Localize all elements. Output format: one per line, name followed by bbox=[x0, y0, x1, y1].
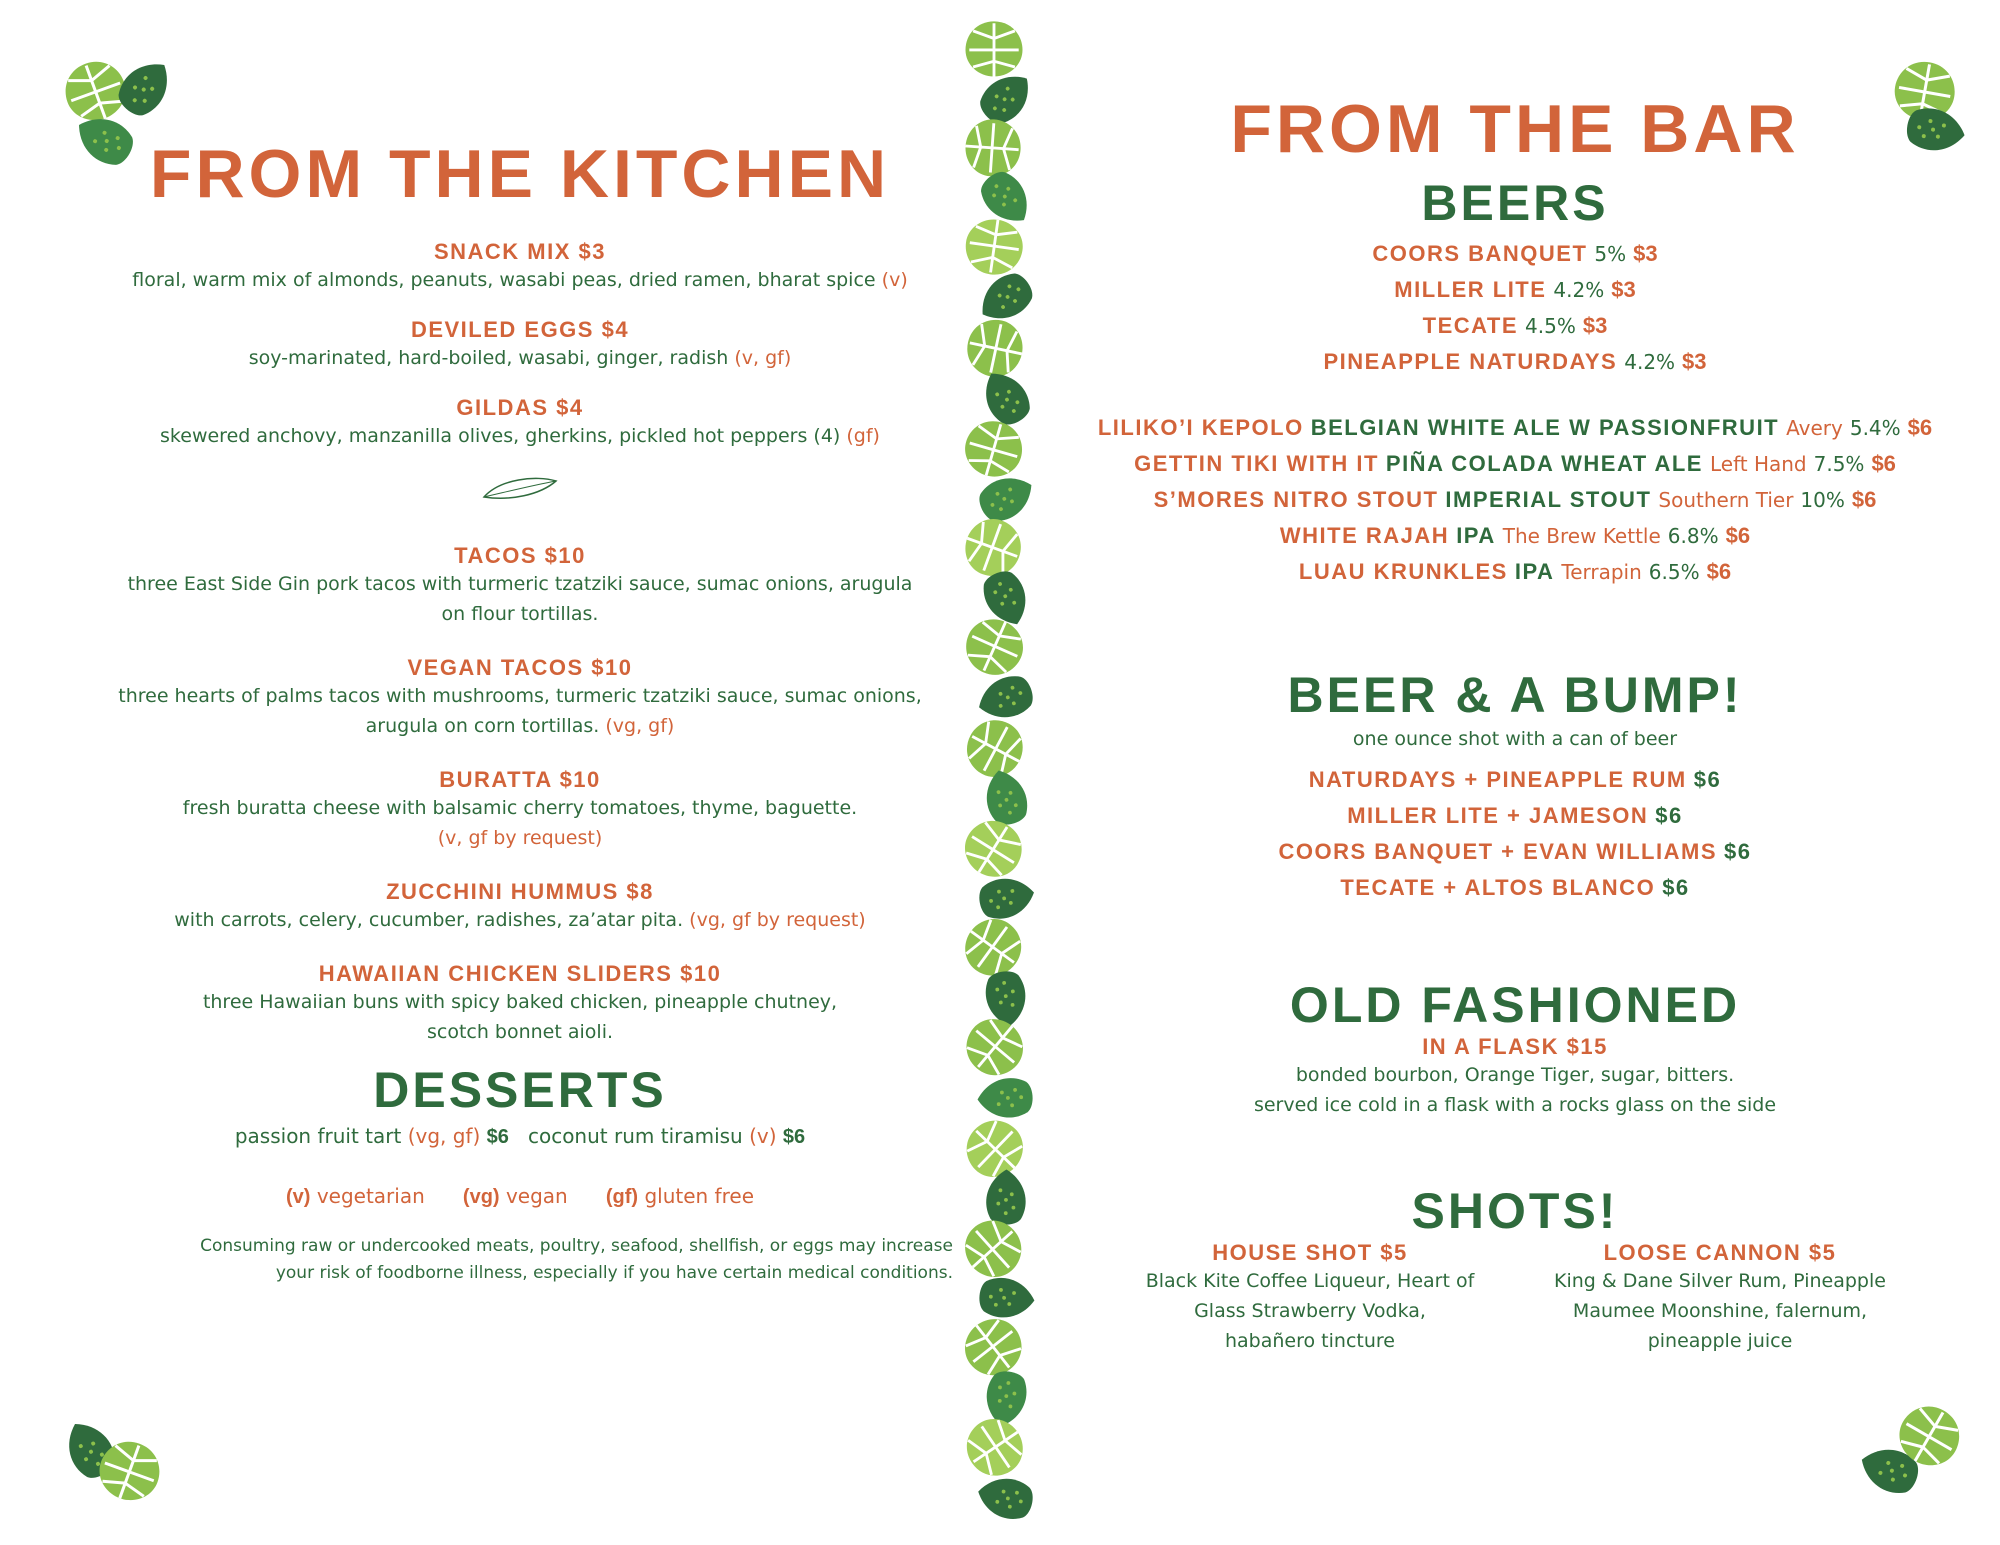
bar-title: FROM THE BAR bbox=[1230, 91, 1800, 167]
beer-price: $3 bbox=[1682, 349, 1707, 374]
list-item bbox=[1060, 272, 1970, 308]
vine-leaf-icon bbox=[960, 415, 1029, 484]
beer-style: IPA bbox=[1456, 523, 1496, 548]
desserts-line bbox=[95, 1121, 945, 1152]
item-desc: fresh buratta cheese with balsamic cherry tomatoes, thyme, baguette. bbox=[182, 797, 858, 819]
legend-label: vegan bbox=[505, 1184, 568, 1208]
list-item bbox=[95, 317, 945, 373]
desserts-title: DESSERTS bbox=[373, 1062, 667, 1118]
dessert-name: coconut rum tiramisu bbox=[527, 1124, 743, 1148]
beer-abv: 5.4% bbox=[1849, 416, 1901, 440]
list-item bbox=[1060, 798, 1970, 834]
shot-desc: habañero tincture bbox=[1225, 1330, 1395, 1352]
beer-name: WHITE RAJAH bbox=[1279, 523, 1450, 548]
list-item bbox=[1540, 1240, 1900, 1356]
list-item bbox=[1060, 236, 1970, 272]
shot-name: LOOSE CANNON $5 bbox=[1603, 1240, 1837, 1265]
beer-abv: 7.5% bbox=[1813, 452, 1865, 476]
beer-price: $6 bbox=[1871, 451, 1896, 476]
list-item bbox=[95, 961, 945, 1047]
shot-desc: Black Kite Coffee Liqueur, Heart of bbox=[1145, 1270, 1475, 1292]
brewery: Left Hand bbox=[1709, 452, 1807, 476]
old-fashioned-desc: served ice cold in a flask with a rocks glass on the side bbox=[1253, 1094, 1777, 1116]
vine-leaf-icon bbox=[960, 1209, 1033, 1288]
kitchen-title: FROM THE KITCHEN bbox=[149, 136, 891, 212]
old-fashioned-item: IN A FLASK $15 bbox=[1422, 1034, 1608, 1059]
leaf-vine-divider bbox=[960, 20, 1040, 1520]
vine-leaf-icon bbox=[960, 1008, 1034, 1087]
beer-price: $6 bbox=[1706, 559, 1732, 584]
beer-abv: 4.2% bbox=[1624, 350, 1676, 374]
beer-name: LILIKO’I KEPOLO bbox=[1097, 415, 1304, 440]
beer-price: $3 bbox=[1582, 313, 1608, 338]
combo-price: $6 bbox=[1655, 803, 1683, 828]
item-name: GILDAS $4 bbox=[456, 395, 584, 420]
list-item bbox=[1060, 308, 1970, 344]
beer-name: MILLER LITE bbox=[1394, 277, 1547, 302]
beer-style: BELGIAN WHITE ALE W PASSIONFRUIT bbox=[1310, 415, 1780, 440]
domestic-beer-list bbox=[1060, 236, 1970, 380]
vine-leaf-icon bbox=[973, 671, 1038, 726]
list-item bbox=[1060, 834, 1970, 870]
item-name: ZUCCHINI HUMMUS $8 bbox=[386, 879, 654, 904]
list-item bbox=[1060, 518, 1970, 554]
item-name: SNACK MIX $3 bbox=[433, 239, 607, 264]
diet-tag: (vg, gf) bbox=[605, 715, 675, 737]
list-item bbox=[1060, 344, 1970, 380]
beer-bump-title: BEER & A BUMP! bbox=[1287, 667, 1743, 723]
beer-style: IMPERIAL STOUT bbox=[1445, 487, 1652, 512]
list-item bbox=[95, 395, 945, 451]
leaf-icon bbox=[480, 473, 560, 503]
list-item bbox=[1060, 554, 1970, 590]
item-desc: floral, warm mix of almonds, peanuts, wasabi peas, dried ramen, bharat spice bbox=[132, 269, 876, 291]
legend-key: (gf) bbox=[605, 1186, 639, 1208]
combo-price: $6 bbox=[1724, 839, 1752, 864]
beer-style: PIÑA COLADA WHEAT ALE bbox=[1385, 451, 1703, 476]
vine-leaf-icon bbox=[974, 1472, 1037, 1520]
list-item bbox=[95, 655, 945, 741]
diet-tag: (v, gf) bbox=[734, 347, 792, 369]
list-item bbox=[1060, 762, 1970, 798]
diet-tag: (vg, gf by request) bbox=[689, 909, 866, 931]
item-name: HAWAIIAN CHICKEN SLIDERS $10 bbox=[318, 961, 722, 986]
item-desc: with carrots, celery, cucumber, radishes, za’atar pita. bbox=[174, 909, 684, 931]
beer-name: PINEAPPLE NATURDAYS bbox=[1323, 349, 1618, 374]
beer-name: LUAU KRUNKLES bbox=[1298, 559, 1508, 584]
beer-name: GETTIN TIKI WITH IT bbox=[1134, 451, 1379, 476]
old-fashioned-title: OLD FASHIONED bbox=[1289, 977, 1741, 1033]
vine-leaf-icon bbox=[964, 118, 1023, 179]
vine-leaf-icon bbox=[960, 1408, 1034, 1486]
vine-leaf-icon bbox=[962, 216, 1026, 278]
item-desc: on flour tortillas. bbox=[441, 603, 599, 625]
beer-abv: 10% bbox=[1800, 488, 1845, 512]
beer-name: COORS BANQUET bbox=[1372, 241, 1588, 266]
brewery: Terrapin bbox=[1561, 560, 1642, 584]
legend-label: vegetarian bbox=[316, 1184, 425, 1208]
diet-legend bbox=[95, 1184, 945, 1209]
item-desc: three Hawaiian buns with spicy baked chicken, pineapple chutney, bbox=[202, 991, 838, 1013]
item-name: DEVILED EGGS $4 bbox=[410, 317, 630, 342]
beer-abv: 6.8% bbox=[1667, 524, 1719, 548]
list-item bbox=[1060, 446, 1970, 482]
beer-abv: 6.5% bbox=[1648, 560, 1700, 584]
list-item bbox=[95, 879, 945, 935]
vine-leaf-icon bbox=[966, 21, 1023, 76]
leaf-divider bbox=[95, 473, 945, 507]
diet-tag: (v, gf by request) bbox=[437, 827, 603, 849]
legend-key: (v) bbox=[286, 1186, 311, 1208]
corner-leaves-bottom-right bbox=[1850, 1395, 1970, 1515]
list-item bbox=[1130, 1240, 1490, 1356]
brewery: The Brew Kettle bbox=[1502, 524, 1661, 548]
beer-bump-subtitle: one ounce shot with a can of beer bbox=[1352, 728, 1678, 750]
item-name: TACOS $10 bbox=[454, 543, 586, 568]
list-item bbox=[95, 767, 945, 853]
beer-style: IPA bbox=[1514, 559, 1555, 584]
beer-price: $3 bbox=[1611, 277, 1636, 302]
combo-name: COORS BANQUET + EVAN WILLIAMS bbox=[1278, 839, 1717, 864]
combo-name: NATURDAYS + PINEAPPLE RUM bbox=[1308, 767, 1687, 792]
beer-name: S’MORES NITRO STOUT bbox=[1153, 487, 1439, 512]
list-item bbox=[1060, 870, 1970, 906]
item-desc: scotch bonnet aioli. bbox=[426, 1021, 614, 1043]
shot-desc: Glass Strawberry Vodka, bbox=[1194, 1300, 1426, 1322]
diet-tag: (v) bbox=[749, 1124, 777, 1148]
vine-leaf-icon bbox=[971, 267, 1039, 331]
combo-price: $6 bbox=[1662, 875, 1690, 900]
shot-desc: pineapple juice bbox=[1647, 1330, 1793, 1352]
diet-tag: (vg, gf) bbox=[407, 1124, 481, 1148]
shots-list bbox=[1060, 1240, 1970, 1356]
beer-abv: 4.2% bbox=[1553, 278, 1605, 302]
combo-name: MILLER LITE + JAMESON bbox=[1347, 803, 1649, 828]
shot-desc: Maumee Moonshine, falernum, bbox=[1572, 1300, 1868, 1322]
combo-name: TECATE + ALTOS BLANCO bbox=[1340, 875, 1656, 900]
beer-abv: 5% bbox=[1594, 242, 1627, 266]
item-name: BURATTA $10 bbox=[439, 767, 601, 792]
snack-list bbox=[95, 239, 945, 451]
item-desc: three East Side Gin pork tacos with turmeric tzatziki sauce, sumac onions, arugula bbox=[127, 573, 913, 595]
beer-abv: 4.5% bbox=[1525, 314, 1576, 338]
vine-leaf-icon bbox=[976, 873, 1038, 922]
brewery: Southern Tier bbox=[1658, 488, 1794, 512]
food-safety-disclaimer bbox=[95, 1233, 953, 1287]
vine-leaf-icon bbox=[986, 1169, 1026, 1225]
vine-leaf-icon bbox=[962, 315, 1028, 382]
old-fashioned-desc: bonded bourbon, Orange Tiger, sugar, bitters. bbox=[1295, 1064, 1735, 1086]
shots-title: SHOTS! bbox=[1411, 1183, 1619, 1239]
item-desc: soy-marinated, hard-boiled, wasabi, ginger, radish bbox=[248, 347, 729, 369]
vine-leaf-icon bbox=[960, 810, 1032, 887]
beers-title: BEERS bbox=[1421, 175, 1609, 231]
combo-price: $6 bbox=[1693, 767, 1722, 792]
beer-bump-list bbox=[1060, 762, 1970, 906]
item-name: VEGAN TACOS $10 bbox=[407, 655, 633, 680]
item-desc: arugula on corn tortillas. bbox=[365, 715, 600, 737]
item-desc: three hearts of palms tacos with mushrooms, turmeric tzatziki sauce, sumac onions, bbox=[118, 685, 922, 707]
beer-price: $6 bbox=[1851, 487, 1877, 512]
legend-key: (vg) bbox=[462, 1186, 500, 1208]
diet-tag: (gf) bbox=[846, 425, 880, 447]
list-item bbox=[1060, 410, 1970, 446]
shot-name: HOUSE SHOT $5 bbox=[1212, 1240, 1408, 1265]
vine-leaf-icon bbox=[960, 1109, 1034, 1188]
disclaimer-line: your risk of foodborne illness, especially if you have certain medical conditions. bbox=[275, 1263, 953, 1283]
vine-leaf-icon bbox=[977, 1077, 1034, 1119]
corner-leaves-bottom-left bbox=[50, 1400, 170, 1510]
kitchen-column bbox=[95, 135, 953, 1287]
dessert-price: $6 bbox=[782, 1126, 806, 1148]
disclaimer-line: Consuming raw or undercooked meats, poultry, seafood, shellfish, or eggs may increase bbox=[200, 1236, 953, 1256]
shot-desc: King & Dane Silver Rum, Pineapple bbox=[1554, 1270, 1886, 1292]
beer-price: $3 bbox=[1633, 241, 1658, 266]
vine-leaf-icon bbox=[960, 610, 1032, 684]
list-item bbox=[95, 543, 945, 629]
vine-leaf-icon bbox=[960, 511, 1029, 583]
beer-name: TECATE bbox=[1422, 313, 1519, 338]
list-item bbox=[1060, 482, 1970, 518]
bar-column bbox=[1060, 90, 1970, 1356]
list-item bbox=[95, 239, 945, 295]
mains-list bbox=[95, 543, 945, 1047]
vine-leaf-icon bbox=[978, 1276, 1036, 1320]
dessert-name: passion fruit tart bbox=[234, 1124, 402, 1148]
legend-label: gluten free bbox=[644, 1184, 754, 1208]
item-desc: skewered anchovy, manzanilla olives, gherkins, pickled hot peppers (4) bbox=[160, 425, 841, 447]
beer-price: $6 bbox=[1907, 415, 1933, 440]
vine-leaf-icon bbox=[973, 467, 1040, 527]
craft-beer-list bbox=[1060, 410, 1970, 590]
beer-price: $6 bbox=[1725, 523, 1751, 548]
dessert-price: $6 bbox=[486, 1126, 509, 1148]
diet-tag: (v) bbox=[881, 269, 908, 291]
brewery: Avery bbox=[1786, 416, 1843, 440]
